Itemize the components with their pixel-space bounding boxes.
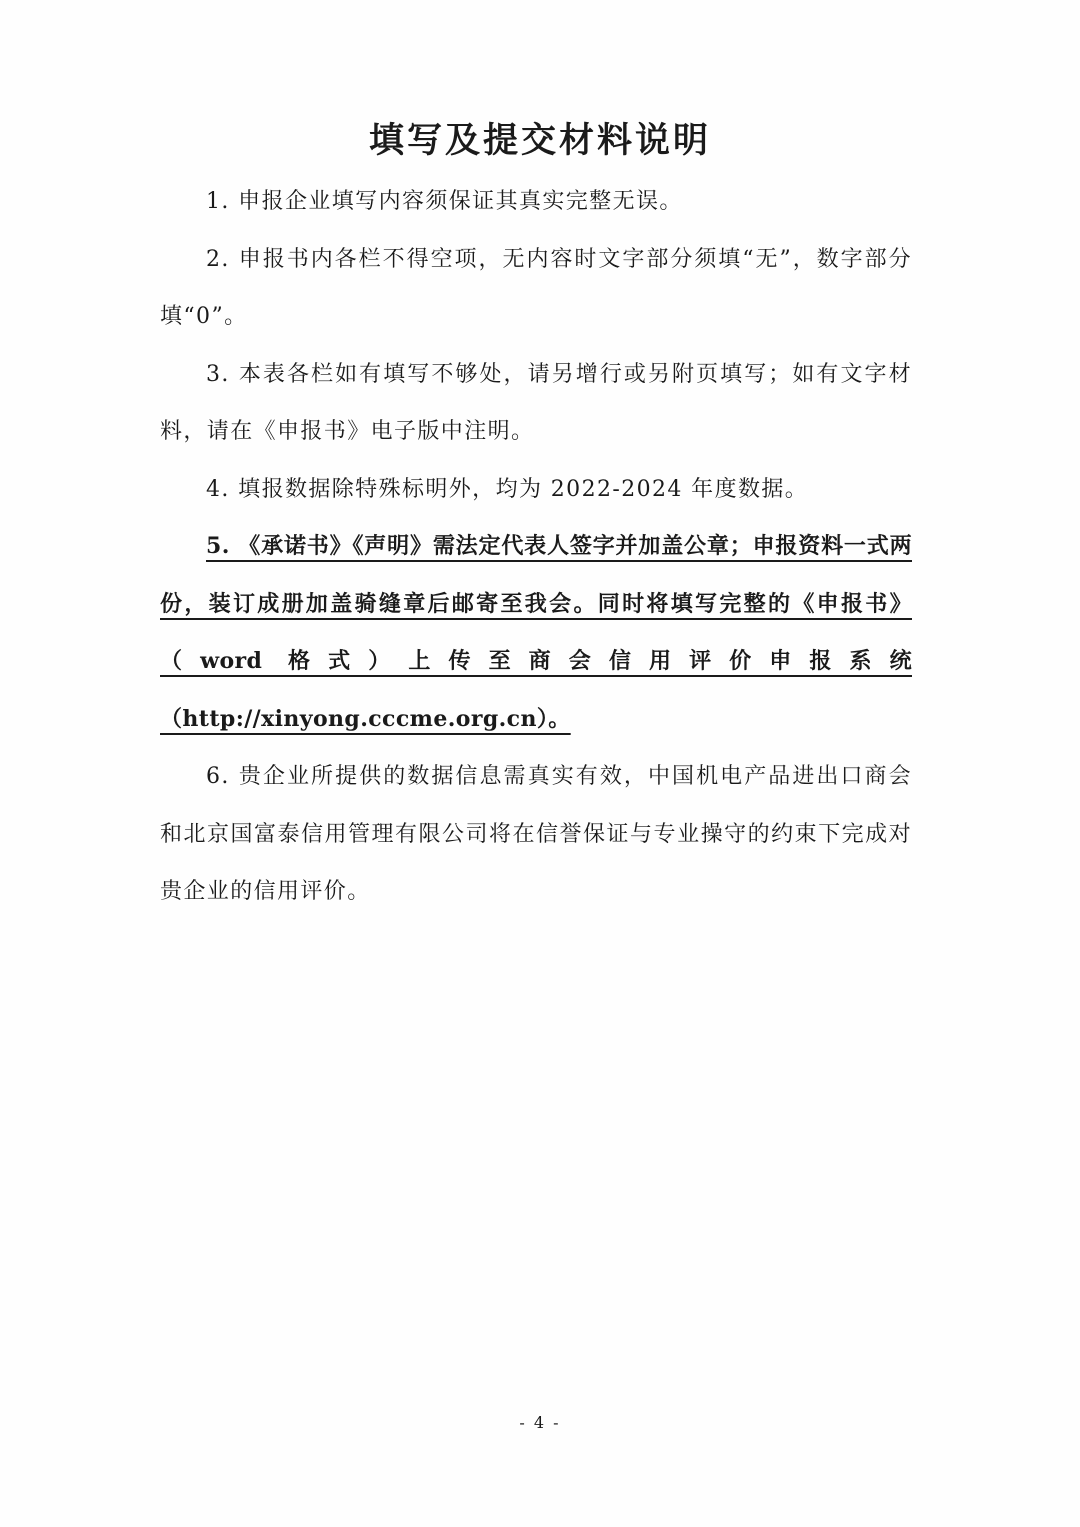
instruction-item-3: 3. 本表各栏如有填写不够处，请另增行或另附页填写；如有文字材料，请在《申报书》电子版中注明。 (160, 361, 912, 444)
instruction-item-4: 4. 填报数据除特殊标明外，均为 2022-2024 年度数据。 (206, 476, 809, 502)
instruction-item-5: 5. 《承诺书》《声明》需法定代表人签字并加盖公章；申报资料一式两份，装订成册加盖骑缝章后邮寄至我会。同时将填写完整的《申报书》（word 格式）上传至商会信用评价申报系统（http://xinyong.cccme.org.cn）。 (160, 533, 912, 732)
instructions-list (160, 173, 912, 921)
instruction-item-2: 2. 申报书内各栏不得空项，无内容时文字部分须填“无”，数字部分填“0”。 (160, 246, 912, 329)
instruction-item-1: 1. 申报企业填写内容须保证其真实完整无误。 (206, 189, 683, 214)
page-number: - 4 - (519, 1413, 561, 1432)
instruction-item-6: 6. 贵企业所提供的数据信息需真实有效，中国机电产品进出口商会和北京国富泰信用管理有限公司将在信誉保证与专业操守的约束下完成对贵企业的信用评价。 (160, 764, 912, 904)
document-title: 填写及提交材料说明 (368, 121, 711, 161)
